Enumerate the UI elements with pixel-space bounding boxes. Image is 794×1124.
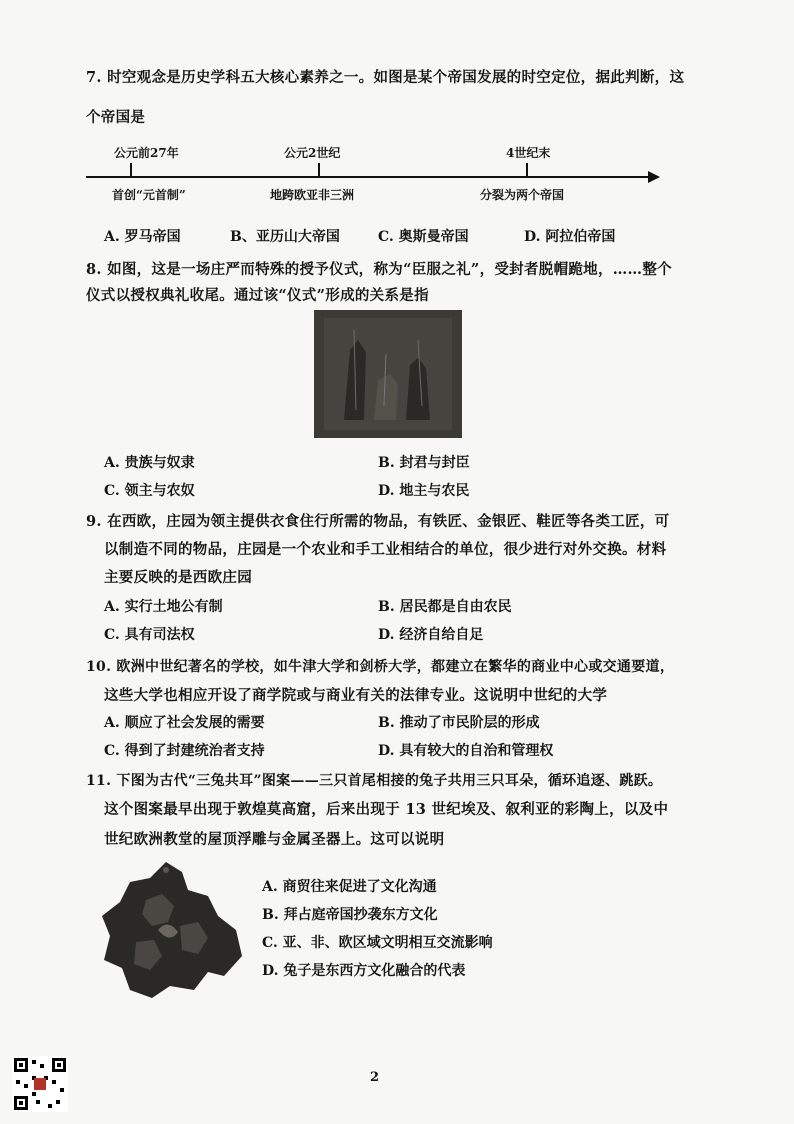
q10-option-d[interactable]: D. 具有较大的自治和管理权	[378, 743, 554, 759]
timeline-bottom-label-2: 地跨欧亚非三洲	[270, 188, 355, 202]
q10-option-c[interactable]: C. 得到了封建统治者支持	[104, 743, 265, 759]
q7-stem-line1: 7. 时空观念是历史学科五大核心素养之一。如图是某个帝国发展的时空定位，据此判断，这	[86, 69, 685, 86]
timeline-tick-2	[318, 163, 320, 177]
timeline-tick-1	[130, 163, 132, 177]
q11-option-c[interactable]: C. 亚、非、欧区域文明相互交流影响	[262, 935, 493, 951]
homage-ceremony-image	[314, 310, 462, 438]
q8-option-c[interactable]: C. 领主与农奴	[104, 483, 195, 499]
q11-option-d[interactable]: D. 兔子是东西方文化融合的代表	[262, 963, 466, 979]
q9-stem-line1: 9. 在西欧，庄园为领主提供衣食住行所需的物品，有铁匠、金银匠、鞋匠等各类工匠，可	[86, 513, 670, 530]
q10-option-a[interactable]: A. 顺应了社会发展的需要	[104, 715, 265, 731]
homage-ceremony-illustration	[314, 310, 462, 438]
timeline-bottom-label-3: 分裂为两个帝国	[480, 188, 565, 202]
three-hares-image	[96, 856, 244, 1000]
q11-stem-line2: 这个图案最早出现于敦煌莫高窟，后来出现于 13 世纪埃及、叙利亚的彩陶上，以及中	[104, 801, 669, 818]
q8-stem-line1: 8. 如图，这是一场庄严而特殊的授予仪式，称为“臣服之礼”，受封者脱帽跪地，……整个	[86, 261, 672, 278]
page-number: 2	[370, 1070, 380, 1085]
q7-option-c[interactable]: C. 奥斯曼帝国	[378, 229, 469, 245]
q8-stem-line2: 仪式以授权典礼收尾。通过该“仪式”形成的关系是指	[86, 287, 429, 304]
q7-option-a[interactable]: A. 罗马帝国	[104, 229, 181, 245]
timeline-top-label-2: 公元2世纪	[284, 146, 341, 160]
q11-stem-line1: 11. 下图为古代“三兔共耳”图案——三只首尾相接的兔子共用三只耳朵，循环追逐、跳跃。	[86, 773, 663, 789]
q10-stem-line1: 10. 欧洲中世纪著名的学校，如牛津大学和剑桥大学，都建立在繁华的商业中心或交通要道，	[86, 659, 675, 675]
q11-option-a[interactable]: A. 商贸往来促进了文化沟通	[262, 879, 437, 895]
q9-option-d[interactable]: D. 经济自给自足	[378, 627, 484, 643]
q9-option-a[interactable]: A. 实行土地公有制	[104, 599, 223, 615]
q11-stem-line3: 世纪欧洲教堂的屋顶浮雕与金属圣器上。这可以说明	[104, 831, 445, 848]
timeline-bottom-label-1: 首创“元首制”	[112, 188, 186, 202]
timeline-tick-3	[526, 163, 528, 177]
q7-option-d[interactable]: D. 阿拉伯帝国	[524, 229, 616, 245]
q10-option-b[interactable]: B. 推动了市民阶层的形成	[378, 715, 540, 731]
q9-stem-line2: 以制造不同的物品，庄园是一个农业和手工业相结合的单位，很少进行对外交换。材料	[104, 541, 667, 558]
q11-option-b[interactable]: B. 拜占庭帝国抄袭东方文化	[262, 907, 438, 923]
qr-code-icon	[12, 1056, 68, 1112]
q9-stem-line3: 主要反映的是西欧庄园	[104, 569, 252, 586]
q9-option-b[interactable]: B. 居民都是自由农民	[378, 599, 512, 615]
timeline-top-label-1: 公元前27年	[114, 146, 179, 160]
timeline-axis	[86, 176, 652, 178]
q7-option-b[interactable]: B、亚历山大帝国	[230, 229, 340, 245]
q7-stem-line2: 个帝国是	[86, 109, 146, 126]
timeline-arrow-icon	[648, 171, 660, 183]
three-hares-illustration	[96, 856, 244, 1000]
q8-option-d[interactable]: D. 地主与农民	[378, 483, 470, 499]
timeline-top-label-3: 4世纪末	[506, 146, 551, 160]
q10-stem-line2: 这些大学也相应开设了商学院或与商业有关的法律专业。这说明中世纪的大学	[104, 687, 608, 704]
q9-option-c[interactable]: C. 具有司法权	[104, 627, 195, 643]
q8-option-a[interactable]: A. 贵族与奴隶	[104, 455, 195, 471]
q8-option-b[interactable]: B. 封君与封臣	[378, 455, 470, 471]
